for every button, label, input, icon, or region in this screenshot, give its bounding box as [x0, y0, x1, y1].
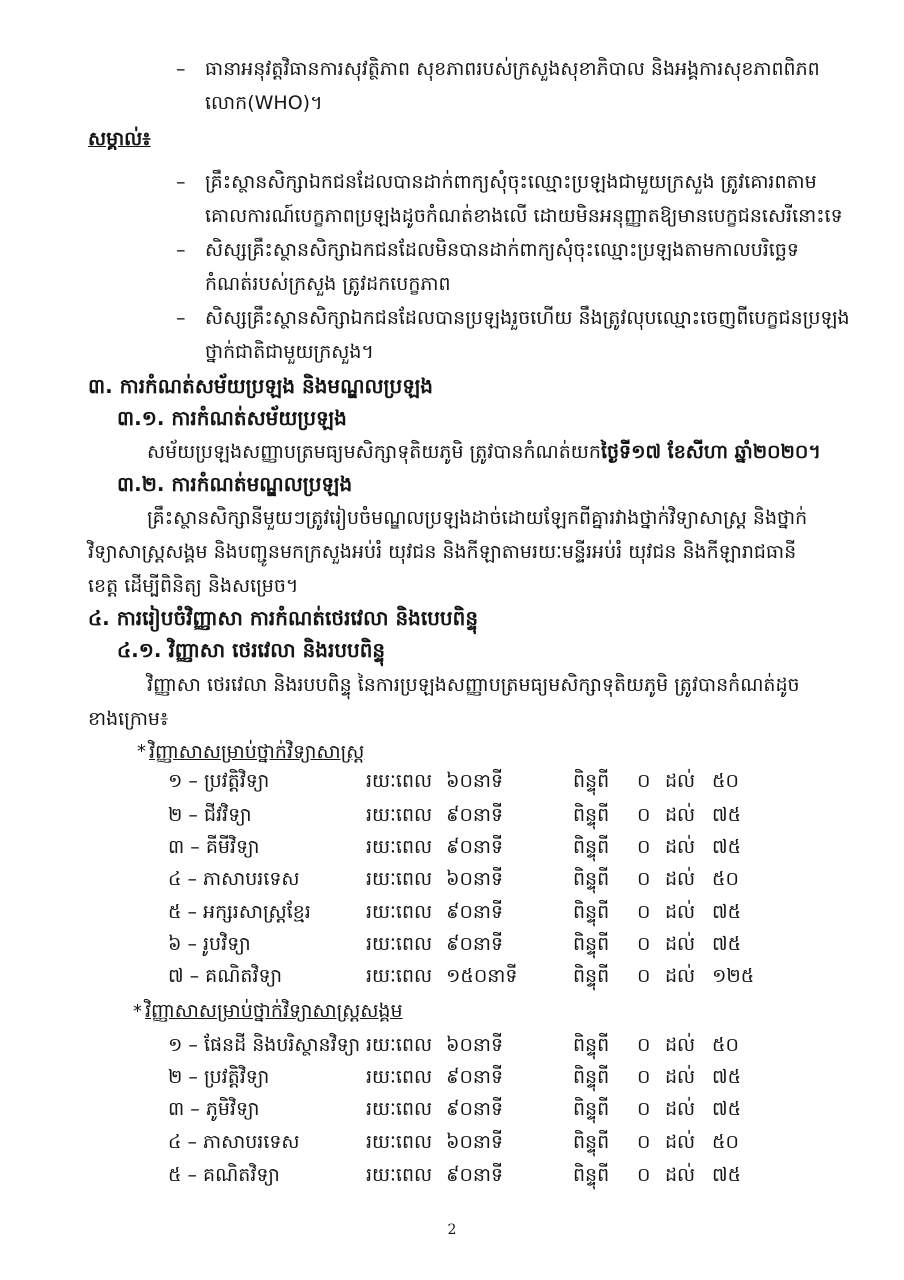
score-to-label: ដល់ [665, 1131, 696, 1153]
duration-value: ៩០នាទី [446, 901, 504, 923]
section-3-2-title: ៣.២. ការកំណត់មណ្ឌលប្រឡង [117, 472, 353, 496]
note-item-1-line-2: គោលការណ៍បេក្ខភាពប្រឡងដូចកំណត់ខាងលើ ដោយមិនអនុញ្ញាតឱ្យមានបេក្ខជនសេរីនោះទេ [205, 205, 843, 227]
duration-label: រយៈពេល [366, 933, 433, 955]
section-3-2-line-3: ខេត្ត ដើម្បីពិនិត្យ និងសម្រេច។ [88, 575, 299, 597]
note-item-3-line-1: សិស្សគ្រឹះស្ថានសិក្សាឯកជនដែលបានប្រឡងរួចហើយ នឹងត្រូវលុបឈ្មោះចេញពីបេក្ខជនប្រឡង [205, 307, 850, 329]
score-max: ៧៥ [712, 804, 742, 826]
section-3-1-title: ៣.១. ការកំណត់សម័យប្រឡង [117, 406, 347, 430]
score-min: ០ [637, 933, 651, 955]
note-item-1-line-1: គ្រឹះស្ថានសិក្សាឯកជនដែលបានដាក់ពាក្យសុំចុះឈ្មោះប្រឡងជាមួយក្រសួង ត្រូវគោរពតាម [205, 171, 817, 193]
duration-value: ៩០នាទី [446, 1164, 504, 1186]
duration-value: ៩០នាទី [446, 1098, 504, 1120]
score-label: ពិន្ទុពី [573, 804, 610, 826]
score-to-label: ដល់ [665, 1164, 696, 1186]
duration-value: ៩០នាទី [446, 933, 504, 955]
asterisk-icon: * [137, 741, 146, 762]
duration-label: រយៈពេល [366, 804, 433, 826]
score-min: ០ [637, 770, 651, 792]
subject-name: ៣ – គីមីវិទ្យា [168, 836, 260, 858]
section-4-1-line-2: ខាងក្រោម៖ [88, 708, 169, 730]
subject-name: ១ – ប្រវត្តិវិទ្យា [168, 770, 270, 792]
note-item-2-line-2: កំណត់របស់ក្រសួង ត្រូវដកបេក្ខភាព [205, 273, 451, 295]
duration-label: រយៈពេល [366, 965, 433, 987]
duration-label: រយៈពេល [366, 1034, 433, 1056]
score-label: ពិន្ទុពី [573, 770, 610, 792]
duration-value: ៦០នាទី [446, 1131, 504, 1153]
score-max: ៧៥ [712, 836, 742, 858]
duration-value: ៦០នាទី [446, 868, 504, 890]
score-min: ០ [637, 1098, 651, 1120]
score-to-label: ដល់ [665, 933, 696, 955]
subject-row [0, 929, 904, 959]
duration-value: ១៥០នាទី [446, 965, 518, 987]
subject-name: ៥ – គណិតវិទ្យា [168, 1164, 280, 1186]
asterisk-icon: * [133, 1001, 142, 1022]
section-3-2-line-1: គ្រឹះស្ថានសិក្សានីមួយៗត្រូវរៀបចំមណ្ឌលប្រឡងដាច់ដោយឡែកពីគ្នារវាងថ្នាក់វិទ្យាសាស្ត្រ និងថ្នាក់ [147, 507, 808, 529]
duration-value: ៦០នាទី [446, 770, 504, 792]
subject-name: ២ – ជីវវិទ្យា [168, 804, 252, 826]
score-to-label: ដល់ [665, 836, 696, 858]
subject-name: ២ – ប្រវត្តិវិទ្យា [168, 1066, 270, 1088]
intro-line-1: ធានាអនុវត្តវិធានការសុវត្ថិភាព សុខភាពរបស់ក្រសួងសុខាភិបាល និងអង្គការសុខភាពពិភព [205, 58, 820, 80]
duration-label: រយៈពេល [366, 1164, 433, 1186]
duration-value: ៩០នាទី [446, 804, 504, 826]
subject-name: ១ – ផែនដី និងបរិស្ថានវិទ្យា [168, 1034, 361, 1056]
subject-name: ៧ – គណិតវិទ្យា [168, 965, 282, 987]
duration-label: រយៈពេល [366, 868, 433, 890]
subject-name: ៦ – រូបវិទ្យា [168, 933, 251, 955]
subject-row [0, 1160, 904, 1190]
score-max: ៥០ [712, 770, 739, 792]
subject-row [0, 1062, 904, 1092]
bullet-dash: – [176, 307, 186, 329]
duration-label: រយៈពេល [366, 1131, 433, 1153]
score-to-label: ដល់ [665, 804, 696, 826]
social-science-heading: វិញ្ញាសាសម្រាប់ថ្នាក់វិទ្យាសាស្ត្រសង្គម [145, 1000, 403, 1022]
page-number: 2 [447, 1222, 457, 1238]
score-label: ពិន្ទុពី [573, 1164, 610, 1186]
section-3-2-line-2: វិទ្យាសាស្ត្រសង្គម និងបញ្ជូនមកក្រសួងអប់រំ យុវជន និងកីឡាតាមរយៈមន្ទីរអប់រំ យុវជន និងកីឡារាជធានី [88, 541, 797, 563]
score-to-label: ដល់ [665, 1098, 696, 1120]
score-label: ពិន្ទុពី [573, 901, 610, 923]
duration-value: ៦០នាទី [446, 1034, 504, 1056]
note-item-3-line-2: ថ្នាក់ជាតិជាមួយក្រសួង។ [205, 341, 374, 363]
score-to-label: ដល់ [665, 1066, 696, 1088]
note-label: សម្គាល់៖ [88, 128, 151, 150]
score-max: ៧៥ [712, 933, 742, 955]
section-3-1-date: ថ្ងៃទី១៧ ខែសីហា ឆ្នាំ២០២០។ [600, 441, 821, 463]
score-max: ១២៥ [712, 965, 755, 987]
score-label: ពិន្ទុពី [573, 1098, 610, 1120]
section-4-1-line-1: វិញ្ញាសា ថេរវេលា និងរបបពិន្ទុ នៃការប្រឡងសញ្ញាបត្រមធ្យមសិក្សាទុតិយភូមិ ត្រូវបានកំណត់ដូច [147, 674, 800, 696]
subject-name: ៤ – ភាសាបរទេស [168, 868, 300, 890]
section-3-1-text [147, 438, 821, 466]
science-heading: វិញ្ញាសាសម្រាប់ថ្នាក់វិទ្យាសាស្ត្រ [149, 741, 365, 763]
intro-line-2: លោក(WHO)។ [205, 92, 323, 114]
score-min: ០ [637, 1034, 651, 1056]
score-max: ៧៥ [712, 1098, 742, 1120]
subject-name: ៥ – អក្សរសាស្ត្រខ្មែរ [168, 901, 311, 923]
score-label: ពិន្ទុពី [573, 933, 610, 955]
score-min: ០ [637, 965, 651, 987]
subject-row [0, 1094, 904, 1124]
subject-row [0, 864, 904, 894]
section-4-1-title: ៤.១. វិញ្ញាសា ថេរវេលា និងរបបពិន្ទុ [117, 638, 386, 662]
score-min: ០ [637, 1131, 651, 1153]
score-max: ៧៥ [712, 1164, 742, 1186]
subject-row [0, 1030, 904, 1060]
score-min: ០ [637, 901, 651, 923]
score-label: ពិន្ទុពី [573, 1066, 610, 1088]
subject-row [0, 1127, 904, 1157]
subject-row [0, 961, 904, 991]
duration-label: រយៈពេល [366, 836, 433, 858]
score-min: ០ [637, 1164, 651, 1186]
duration-label: រយៈពេល [366, 770, 433, 792]
score-label: ពិន្ទុពី [573, 868, 610, 890]
section-4-title: ៤. ការរៀបចំវិញ្ញាសា ការកំណត់ថេរវេលា និងបេបពិន្ទុ [88, 606, 479, 630]
section-3-title: ៣. ការកំណត់សម័យប្រឡង និងមណ្ឌលប្រឡង [88, 374, 433, 398]
duration-label: រយៈពេល [366, 901, 433, 923]
score-max: ៥០ [712, 1131, 739, 1153]
bullet-dash: – [176, 239, 186, 261]
bullet-dash: – [176, 58, 186, 80]
note-item-2-line-1: សិស្សគ្រឹះស្ថានសិក្សាឯកជនដែលមិនបានដាក់ពាក្យសុំចុះឈ្មោះប្រឡងតាមកាលបរិច្ឆេទ [205, 239, 799, 261]
subject-row [0, 897, 904, 927]
score-to-label: ដល់ [665, 868, 696, 890]
duration-value: ៩០នាទី [446, 1066, 504, 1088]
score-max: ៧៥ [712, 1066, 742, 1088]
score-label: ពិន្ទុពី [573, 1131, 610, 1153]
score-to-label: ដល់ [665, 901, 696, 923]
section-3-1-text-regular: សម័យប្រឡងសញ្ញាបត្រមធ្យមសិក្សាទុតិយភូមិ ត្រូវបានកំណត់យក [147, 441, 601, 463]
score-min: ០ [637, 868, 651, 890]
subject-row [0, 832, 904, 862]
score-label: ពិន្ទុពី [573, 965, 610, 987]
subject-name: ៣ – ភូមិវិទ្យា [168, 1098, 260, 1120]
bullet-dash: – [176, 171, 186, 193]
duration-label: រយៈពេល [366, 1098, 433, 1120]
score-min: ០ [637, 1066, 651, 1088]
duration-value: ៩០នាទី [446, 836, 504, 858]
score-min: ០ [637, 804, 651, 826]
score-max: ៥០ [712, 868, 739, 890]
score-to-label: ដល់ [665, 965, 696, 987]
score-min: ០ [637, 836, 651, 858]
score-to-label: ដល់ [665, 770, 696, 792]
score-max: ៥០ [712, 1034, 739, 1056]
subject-name: ៤ – ភាសាបរទេស [168, 1131, 300, 1153]
score-label: ពិន្ទុពី [573, 1034, 610, 1056]
duration-label: រយៈពេល [366, 1066, 433, 1088]
score-max: ៧៥ [712, 901, 742, 923]
score-to-label: ដល់ [665, 1034, 696, 1056]
subject-row [0, 800, 904, 830]
subject-row [0, 766, 904, 796]
score-label: ពិន្ទុពី [573, 836, 610, 858]
